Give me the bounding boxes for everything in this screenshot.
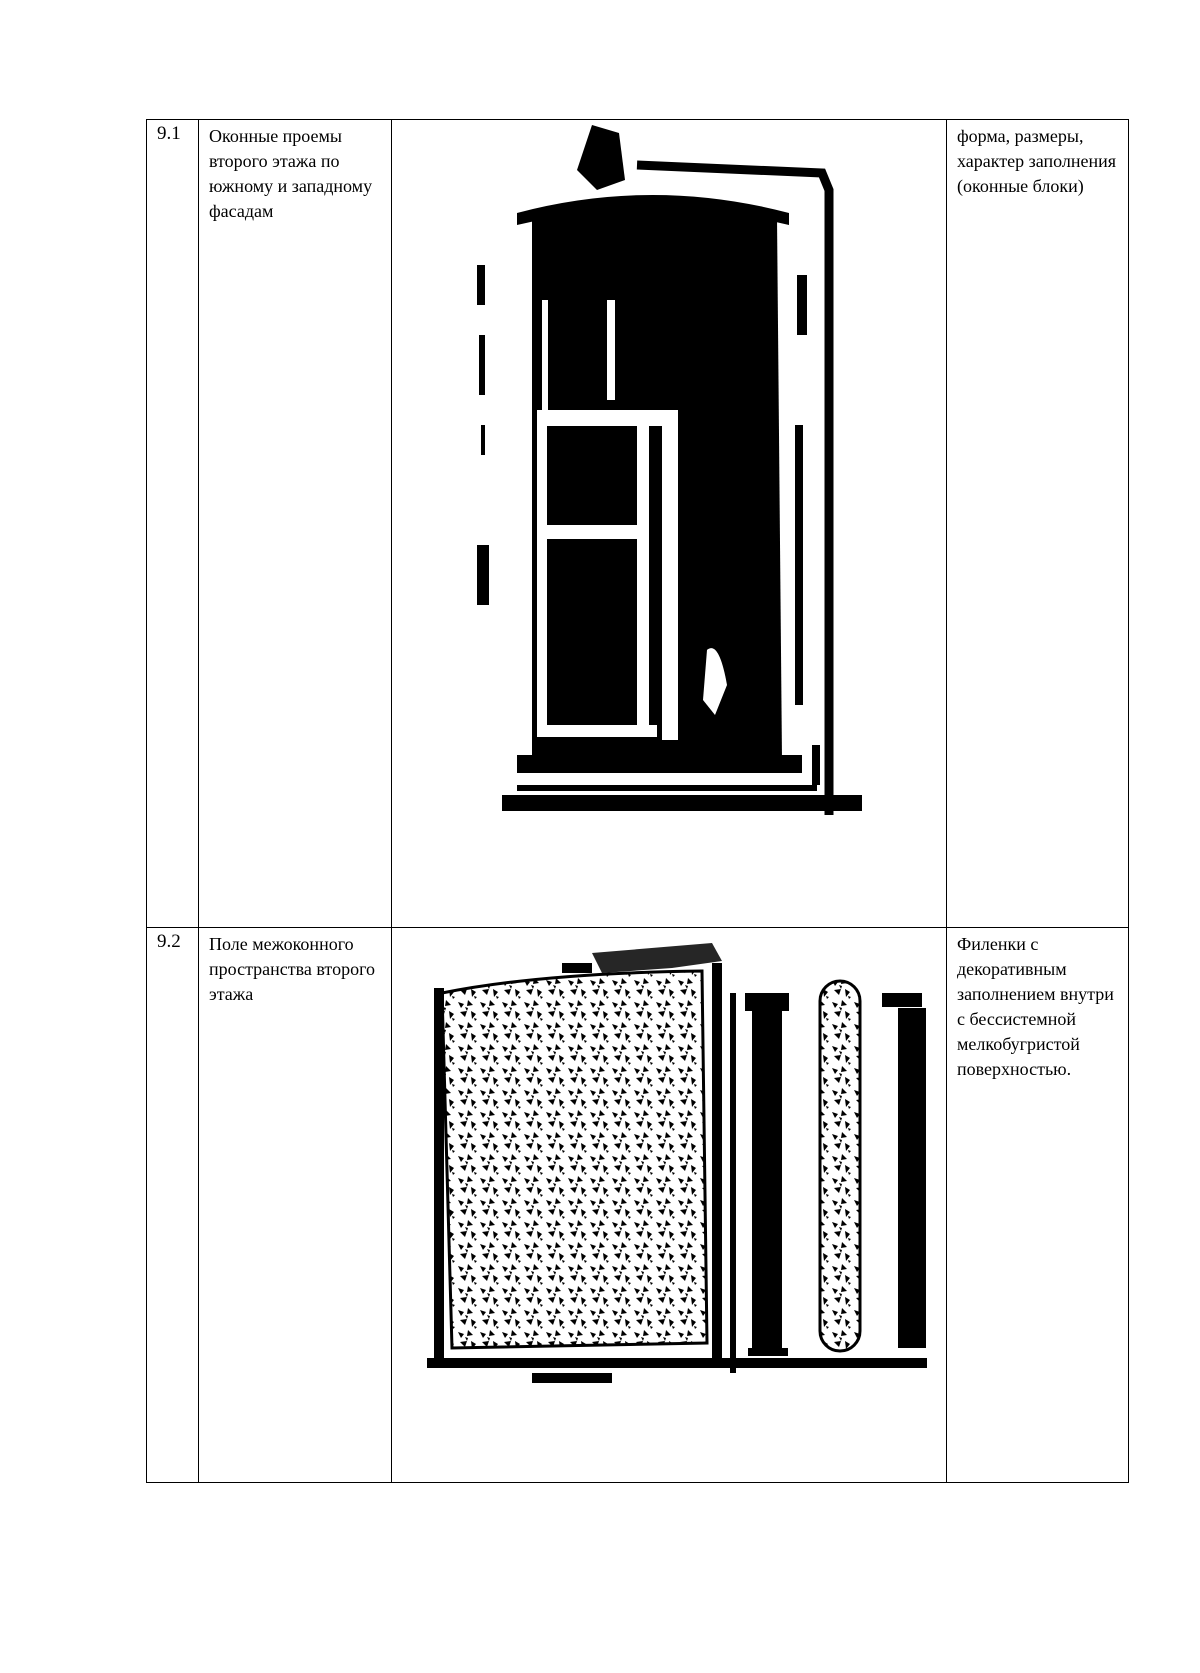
row-number: 9.1 xyxy=(147,120,199,928)
table-row xyxy=(147,120,1129,928)
feature-name: Поле межоконного пространства второго этажа xyxy=(199,928,392,1483)
photo-cell xyxy=(392,928,947,1483)
features-table xyxy=(146,119,1129,1483)
row-number: 9.2 xyxy=(147,928,199,1483)
feature-description: форма, размеры, характер заполнения (оконные блоки) xyxy=(947,120,1129,928)
window-photo xyxy=(477,125,867,830)
feature-name: Оконные проемы второго этажа по южному и западному фасадам xyxy=(199,120,392,928)
feature-description: Филенки с декоративным заполнением внутри с бессистемной мелкобугристой поверхностью. xyxy=(947,928,1129,1483)
photo-cell xyxy=(392,120,947,928)
wall-panel-photo xyxy=(412,933,932,1423)
table-row xyxy=(147,928,1129,1483)
